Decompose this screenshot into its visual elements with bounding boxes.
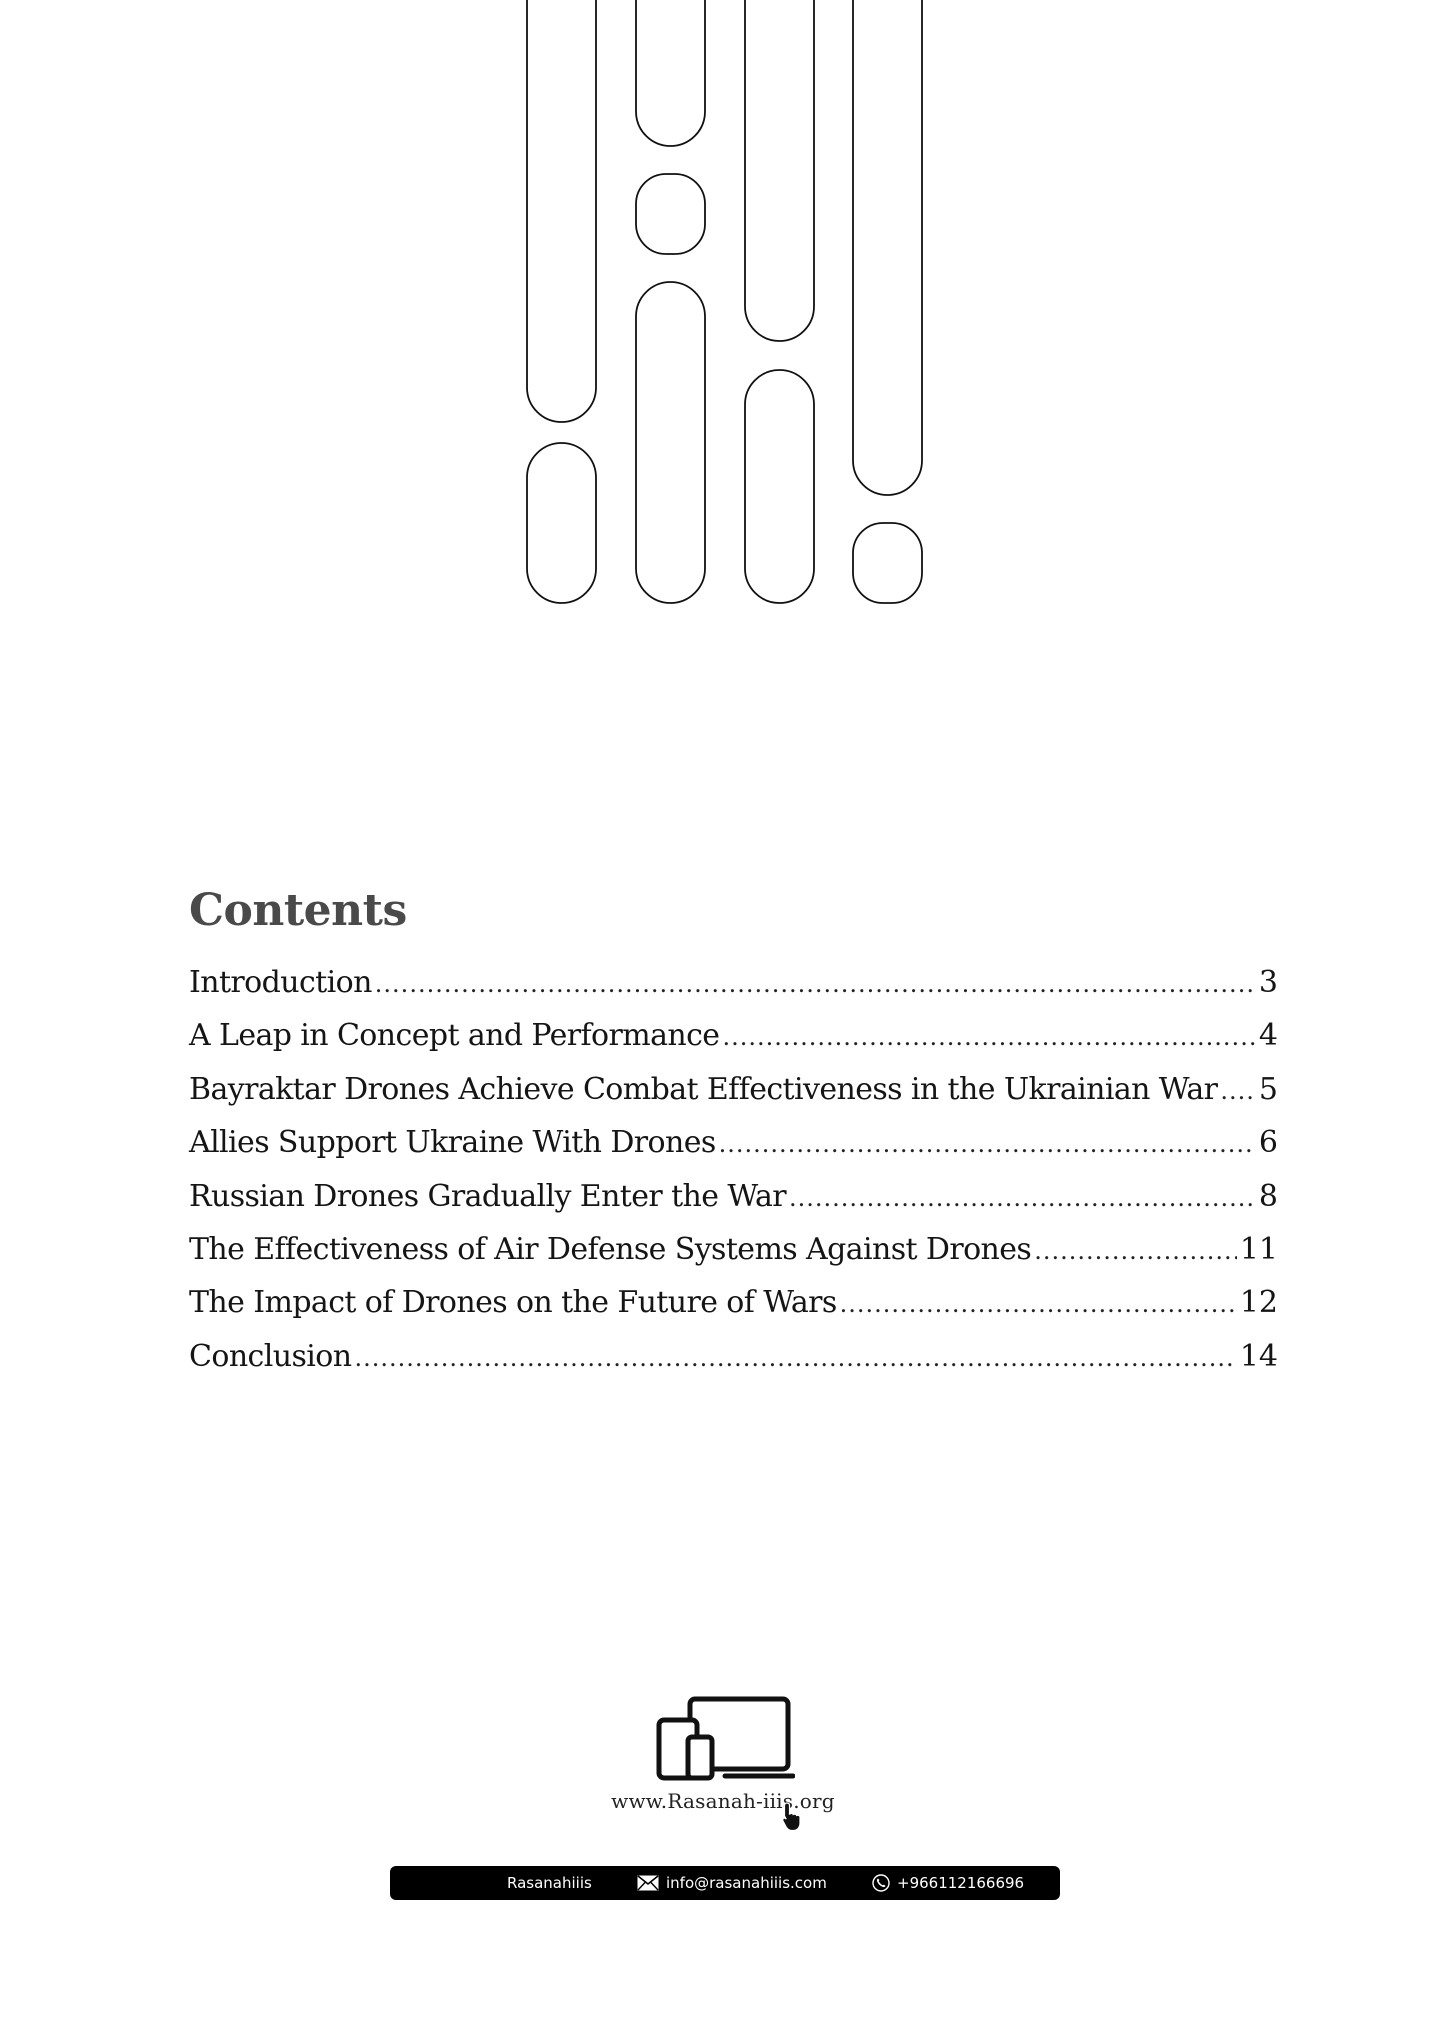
toc-entry-page: 12 [1239,1285,1278,1321]
toc-entry-page: 6 [1258,1125,1278,1161]
contact-footer-bar [390,1866,1060,1900]
toc-leader-dots [840,1278,1237,1331]
toc-entry-bayraktar-drones[interactable] [189,1063,1278,1116]
phone-contact[interactable] [872,1866,1024,1900]
toc-entry-air-defense[interactable] [189,1223,1278,1276]
toc-leader-dots [375,958,1256,1011]
pill-shape [527,0,596,422]
pill-shape [636,282,705,603]
toc-entry-leap-in-concept[interactable] [189,1009,1278,1062]
toc-list [189,956,1278,1383]
toc-entry-russian-drones[interactable] [189,1170,1278,1223]
website-link[interactable]: www.Rasanah-iiis.org [611,1789,835,1813]
email-address: info@rasanahiiis.com [666,1874,827,1892]
phone-number: +966112166696 [897,1874,1025,1892]
toc-entry-label: Introduction [189,965,372,1000]
toc-entry-label: Conclusion [189,1338,352,1374]
phone-icon [872,1874,890,1892]
toc-entry-page: 5 [1258,1071,1278,1107]
toc-leader-dots [722,1011,1255,1064]
email-contact[interactable] [637,1866,827,1900]
pill-shape [636,174,705,254]
table-of-contents [189,880,1278,1383]
toc-entry-label: Russian Drones Gradually Enter the War [189,1178,787,1214]
toc-leader-dots [789,1172,1256,1225]
toc-entry-allies-support[interactable] [189,1116,1278,1169]
pill-shape [745,0,814,341]
pill-shape [636,0,705,146]
toc-entry-page: 3 [1258,965,1278,1000]
toc-heading: Contents [189,885,407,936]
toc-entry-label: Bayraktar Drones Achieve Combat Effectiveness in the Ukrainian War [189,1071,1218,1107]
toc-leader-dots [719,1118,1256,1171]
toc-entry-page: 11 [1239,1231,1278,1267]
pill-shape [853,523,922,603]
envelope-icon [637,1875,659,1891]
decorative-pill-artwork [0,0,1446,620]
social-handle[interactable]: Rasanahiiis [507,1874,592,1892]
toc-entry-page: 4 [1258,1018,1278,1054]
devices-icon [655,1695,795,1781]
toc-entry-future-of-wars[interactable] [189,1276,1278,1329]
toc-leader-dots [1220,1065,1255,1118]
hand-cursor-icon [781,1802,803,1832]
toc-entry-conclusion[interactable] [189,1330,1278,1383]
toc-entry-label: A Leap in Concept and Performance [189,1018,720,1054]
toc-leader-dots [1034,1225,1237,1278]
toc-leader-dots [354,1332,1236,1385]
toc-entry-page: 8 [1258,1178,1278,1214]
toc-entry-label: The Impact of Drones on the Future of Wars [189,1285,837,1321]
toc-entry-introduction[interactable] [189,956,1278,1009]
pill-shape [853,0,922,495]
toc-entry-label: The Effectiveness of Air Defense Systems Against Drones [189,1231,1032,1267]
toc-entry-page: 14 [1239,1338,1278,1374]
pill-shape [527,443,596,603]
toc-entry-label: Allies Support Ukraine With Drones [189,1125,716,1161]
pill-shape [745,370,814,603]
